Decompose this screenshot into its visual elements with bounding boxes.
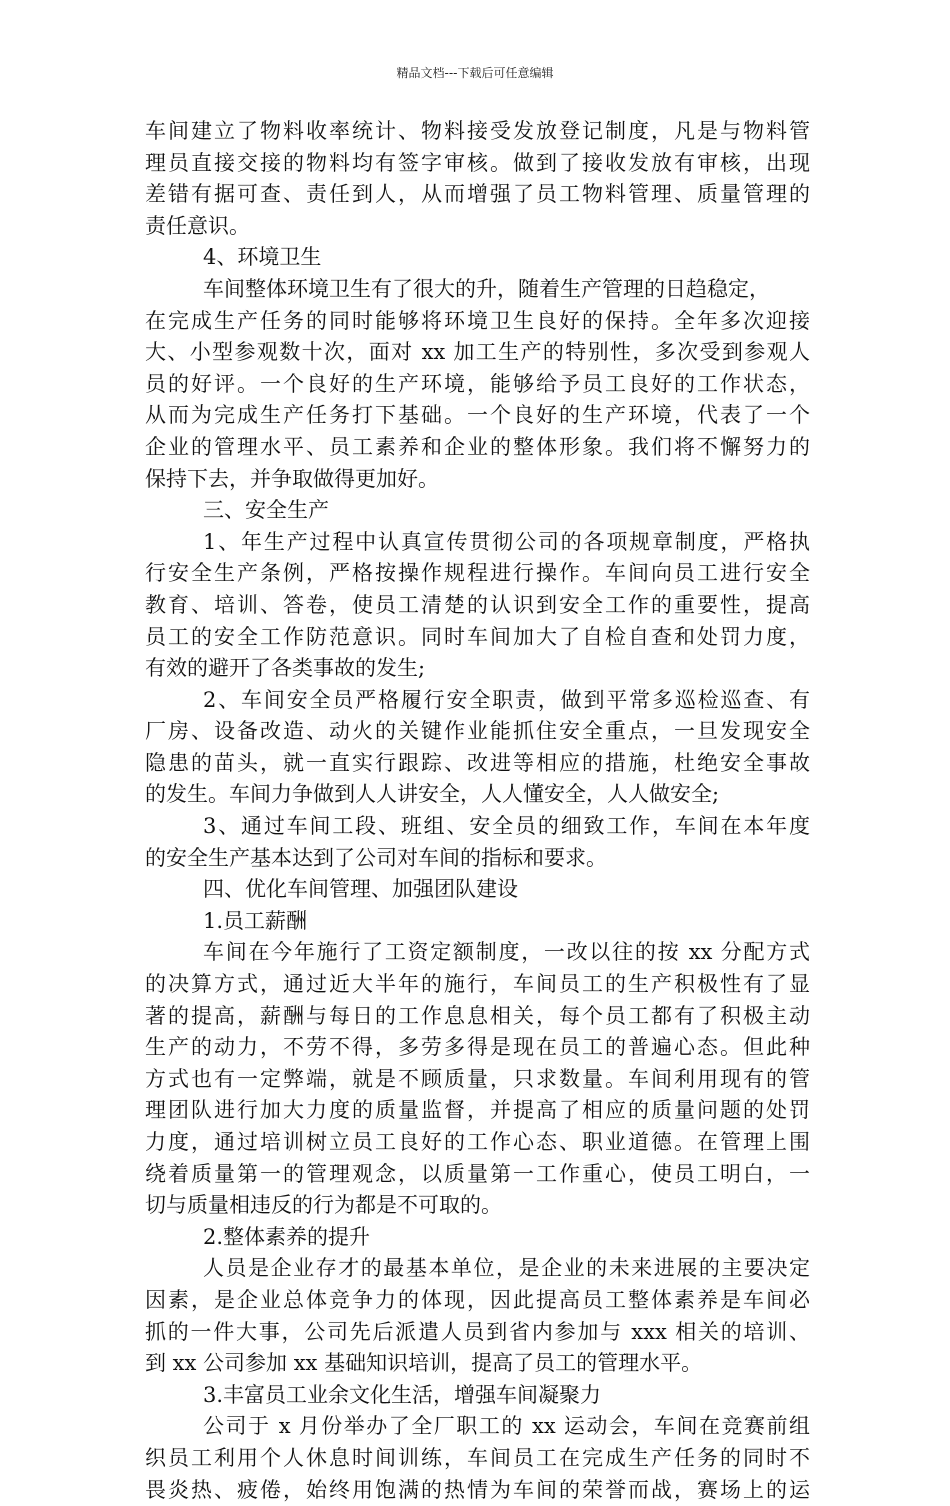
text-line: 方式也有一定弊端，就是不顾质量，只求数量。车间利用现有的管	[145, 1066, 810, 1091]
text-line: 理团队进行加大力度的质量监督，并提高了相应的质量问题的处罚	[145, 1098, 810, 1123]
text-line: 有效的避开了各类事故的发生;	[145, 656, 426, 681]
text-line: 在完成生产任务的同时能够将环境卫生良好的保持。全年多次迎接	[145, 308, 810, 333]
text-line: 理员直接交接的物料均有签字审核。做到了接收发放有审核，出现	[145, 150, 810, 175]
text-line: 2.整体素养的提升	[203, 1224, 371, 1249]
text-line: 因素，是企业总体竞争力的体现，因此提高员工整体素养是车间必	[145, 1287, 810, 1312]
text-line: 三、安全生产	[203, 498, 329, 523]
text-line: 3、通过车间工段、班组、安全员的细致工作，车间在本年度	[203, 814, 810, 839]
text-line: 隐患的苗头，就一直实行跟踪、改进等相应的措施，杜绝安全事故	[145, 750, 810, 775]
text-line: 生产的动力，不劳不得，多劳多得是现在员工的普遍心态。但此种	[145, 1035, 810, 1060]
text-line: 的安全生产基本达到了公司对车间的指标和要求。	[145, 845, 607, 870]
text-line: 教育、培训、答卷，使员工清楚的认识到安全工作的重要性，提高	[145, 592, 810, 617]
text-line: 1.员工薪酬	[203, 908, 308, 933]
page-header: 精品文档---下载后可任意编辑	[396, 66, 554, 80]
text-line: 厂房、设备改造、动火的关键作业能抓住安全重点，一旦发现安全	[145, 719, 810, 744]
text-line: 人员是企业存才的最基本单位，是企业的未来进展的主要决定	[203, 1256, 810, 1281]
document-body	[145, 116, 810, 1506]
text-line: 3.丰富员工业余文化生活，增强车间凝聚力	[203, 1382, 602, 1407]
text-line: 力度，通过培训树立员工良好的工作心态、职业道德。在管理上围	[145, 1130, 810, 1154]
text-line: 4、环境卫生	[203, 245, 322, 270]
text-line: 保持下去，并争取做得更加好。	[145, 466, 439, 491]
text-line: 员的好评。一个良好的生产环境，能够给予员工良好的工作状态，	[145, 371, 810, 396]
text-line: 切与质量相违反的行为都是不可取的。	[145, 1193, 502, 1218]
text-line: 著的提高，薪酬与每日的工作息息相关，每个员工都有了积极主动	[145, 1003, 810, 1028]
text-line: 2、车间安全员严格履行安全职责，做到平常多巡检巡查、有	[203, 687, 810, 712]
text-line: 抓的一件大事，公司先后派遣人员到省内参加与 xxx 相关的培训、	[145, 1319, 810, 1344]
text-line: 车间整体环境卫生有了很大的升，随着生产管理的日趋稳定，	[203, 276, 770, 301]
text-line: 绕着质量第一的管理观念，以质量第一工作重心，使员工明白，一	[145, 1161, 810, 1186]
text-line: 车间建立了物料收率统计、物料接受发放登记制度，凡是与物料管	[145, 119, 810, 143]
text-line: 责任意识。	[145, 213, 250, 238]
text-line: 四、优化车间管理、加强团队建设	[203, 877, 518, 902]
text-line: 员工的安全工作防范意识。同时车间加大了自检自查和处罚力度，	[145, 624, 810, 649]
text-line: 畏炎热、疲倦，始终用饱满的热情为车间的荣誉而战，赛场上的运	[145, 1477, 810, 1502]
text-line: 织员工利用个人休息时间训练，车间员工在完成生产任务的同时不	[145, 1445, 810, 1470]
text-line: 行安全生产条例，严格按操作规程进行操作。车间向员工进行安全	[145, 561, 810, 586]
text-line: 从而为完成生产任务打下基础。一个良好的生产环境，代表了一个	[145, 403, 810, 428]
text-line: 差错有据可查、责任到人，从而增强了员工物料管理、质量管理的	[145, 182, 810, 207]
text-line: 1、年生产过程中认真宣传贯彻公司的各项规章制度，严格执	[203, 529, 810, 554]
text-line: 大、小型参观数十次，面对 xx 加工生产的特别性，多次受到参观人	[145, 340, 810, 365]
text-line: 到 xx 公司参加 xx 基础知识培训，提高了员工的管理水平。	[145, 1351, 703, 1376]
text-line: 公司于 x 月份举办了全厂职工的 xx 运动会，车间在竞赛前组	[203, 1414, 810, 1439]
text-line: 企业的管理水平、员工素养和企业的整体形象。我们将不懈努力的	[145, 434, 810, 459]
text-line: 的发生。车间力争做到人人讲安全，人人懂安全，人人做安全;	[145, 782, 720, 807]
text-line: 车间在今年施行了工资定额制度，一改以往的按 xx 分配方式	[203, 940, 810, 965]
text-line: 的决算方式，通过近大半年的施行，车间员工的生产积极性有了显	[145, 972, 810, 997]
